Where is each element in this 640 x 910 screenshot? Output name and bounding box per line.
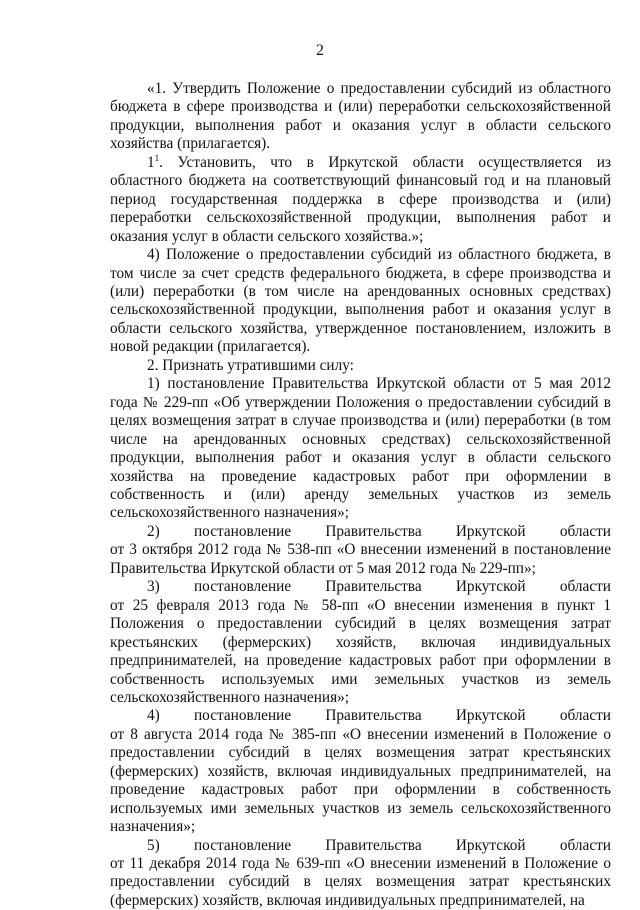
paragraph-item-4: 4) Положение о предоставлении субсидий из областного бюджета, в том числе за счет средств федерального бюджета, в сфере производства и (или) переработки (в том числе на арендованных основных средствах) сельскохозяйственной продукции, выполнения работ и оказания услуг в области сельского хозяйства, утвержденное постановлением, изложить в новой редакции (прилагается). <box>110 246 611 356</box>
word: Правительства <box>325 522 422 540</box>
paragraph-repeal-5: от 11 декабря 2014 года № 639-пп «О внесении изменений в Положение о предоставлении субсидий в целях возмещения затрат крестьянских (фермерских) хозяйств, включая индивидуальных предпринимателей, на <box>110 855 611 909</box>
item-number: 5) <box>147 836 160 854</box>
repeal-4-header <box>110 707 611 725</box>
word: постановление <box>194 578 292 596</box>
clause-text: Установить, что в Иркутской области осуществляется из областного бюджета на соответствующий финансовый год и на плановый период государственная поддержка в сфере производства и (или) переработки сельскохозяйственной продукции, выполнения работ и оказания услуг в области сельского хозяйства.»; <box>110 153 611 245</box>
item-number: 3) <box>147 578 160 596</box>
paragraph-repeal-4: от 8 августа 2014 года № 385-пп «О внесении изменений в Положение о предоставлении субсидий в целях возмещения затрат крестьянских (фермерских) хозяйств, включая индивидуальных предпринимателей, на проведение кадастровых работ при оформлении в собственность используемых ими земельных участков из земель сельскохозяйственного назначения»; <box>110 725 611 836</box>
paragraph-repeal-heading: 2. Признать утратившими силу: <box>147 356 354 374</box>
word: Иркутской <box>455 707 526 725</box>
word: постановление <box>194 707 292 725</box>
item-number: 4) <box>147 707 160 725</box>
paragraph-clause-1: «1. Утвердить Положение о предоставлении субсидий из областного бюджета в сфере производства и (или) переработки сельскохозяйственной продукции, выполнения работ и оказания услуг в области сельского хозяйства (прилагается). <box>110 80 611 153</box>
word: Иркутской <box>455 836 526 854</box>
word: постановление <box>194 522 292 540</box>
word: Правительства <box>325 707 422 725</box>
word: постановление <box>194 836 292 854</box>
repeal-5-header <box>110 837 611 855</box>
repeal-3-header <box>110 578 611 596</box>
paragraph-repeal-2: от 3 октября 2012 года № 538-пп «О внесении изменений в постановление Правительства Иркутской области от 5 мая 2012 года № 229-пп»; <box>110 541 611 577</box>
item-number: 2) <box>147 522 160 540</box>
clause-number: 1 <box>147 153 155 171</box>
word: Иркутской <box>455 522 526 540</box>
clause-dot: . <box>159 153 178 171</box>
repeal-2-header <box>110 523 611 541</box>
word: области <box>559 522 611 540</box>
word: Правительства <box>325 578 422 596</box>
document-body <box>110 80 611 910</box>
word: Иркутской <box>455 578 526 596</box>
paragraph-clause-1-1 <box>110 154 611 246</box>
page-number: 2 <box>316 42 324 59</box>
clause-superscript: 1 <box>154 152 160 163</box>
paragraph-repeal-3: от 25 февраля 2013 года № 58-пп «О внесении изменения в пункт 1 Положения о предоставлении субсидий в целях возмещения затрат крестьянских (фермерских) хозяйств, включая индивидуальных предпринимателей, на проведение кадастровых работ при оформлении в собственность используемых ими земельных участков из земель сельскохозяйственного назначения»; <box>110 596 611 706</box>
word: области <box>559 578 611 596</box>
word: области <box>559 707 611 725</box>
paragraph-repeal-1: 1) постановление Правительства Иркутской области от 5 мая 2012 года № 229-пп «Об утверждении Положения о предоставлении субсидий в целях возмещения затрат в случае производства и (или) переработки (в том числе на арендованных основных средствах) сельскохозяйственной продукции, выполнения работ и оказания услуг в области сельского хозяйства на проведение кадастровых работ при оформлении в собственность и (или) аренду земельных участков из земель сельскохозяйственного назначения»; <box>110 375 611 522</box>
word: области <box>559 836 611 854</box>
word: Правительства <box>325 836 422 854</box>
